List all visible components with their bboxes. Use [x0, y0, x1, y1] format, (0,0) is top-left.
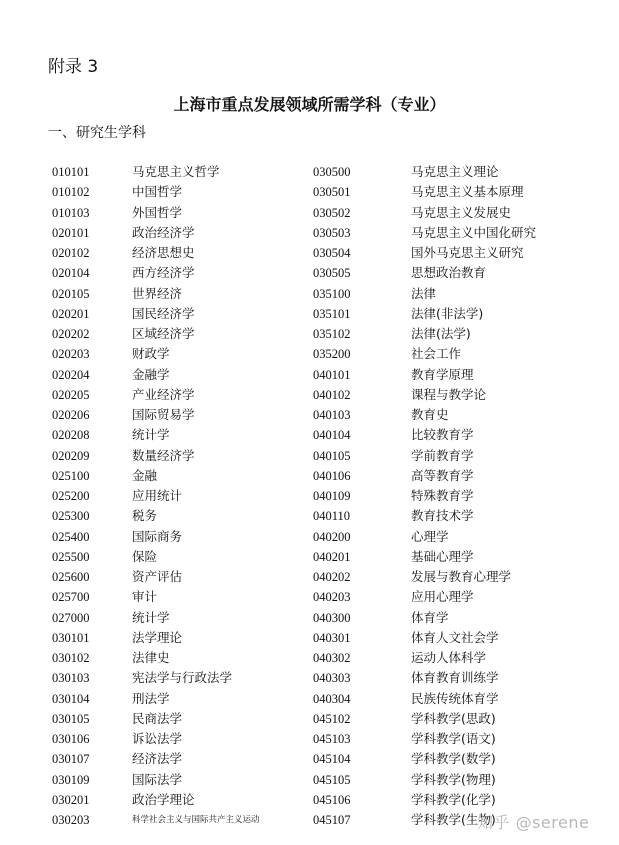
discipline-code: 040301: [313, 630, 351, 645]
discipline-row: [313, 547, 536, 567]
discipline-name: 学科教学(思政): [411, 710, 496, 726]
discipline-name: 金融: [132, 467, 158, 483]
discipline-row: [313, 385, 536, 405]
discipline-row: [52, 162, 260, 182]
discipline-name: 保险: [132, 548, 158, 564]
discipline-row: [52, 668, 260, 688]
discipline-code: 040102: [313, 387, 351, 402]
discipline-name: 马克思主义哲学: [132, 164, 220, 179]
discipline-row: [313, 182, 536, 202]
discipline-code: 020203: [52, 347, 90, 362]
discipline-row: [313, 729, 536, 749]
discipline-name: 政治学理论: [132, 791, 195, 807]
discipline-row: [313, 648, 536, 668]
discipline-name: 教育史: [411, 407, 449, 422]
discipline-code: 040103: [313, 408, 351, 422]
discipline-code: 040105: [313, 448, 351, 463]
discipline-name: 思想政治教育: [411, 265, 487, 281]
discipline-row: [52, 587, 260, 607]
discipline-code: 025100: [52, 468, 90, 483]
discipline-code: 045102: [313, 711, 351, 726]
discipline-code: 025600: [52, 570, 90, 584]
discipline-row: [313, 162, 536, 182]
discipline-row: [52, 365, 260, 385]
discipline-name: 体育人文社会学: [411, 629, 499, 645]
discipline-code: 045105: [313, 772, 351, 787]
discipline-row: [52, 608, 260, 628]
discipline-code: 030502: [313, 205, 351, 220]
discipline-row: [52, 223, 260, 243]
discipline-name: 数量经济学: [132, 447, 195, 463]
discipline-code: 030501: [313, 185, 351, 200]
document-title: 上海市重点发展领域所需学科（专业）: [173, 95, 446, 114]
discipline-row: [52, 203, 260, 223]
discipline-name: 西方经济学: [132, 265, 195, 281]
discipline-row: [52, 729, 260, 749]
discipline-code: 020202: [52, 327, 90, 341]
discipline-name: 马克思主义基本原理: [411, 184, 524, 200]
discipline-code: 025200: [52, 489, 90, 503]
discipline-code: 040101: [313, 367, 351, 382]
discipline-name: 国际贸易学: [132, 407, 195, 422]
discipline-row: [313, 668, 536, 688]
discipline-code: 030103: [52, 671, 90, 686]
left-discipline-column: [52, 162, 260, 830]
discipline-row: [52, 486, 260, 506]
discipline-name: 宪法学与行政法学: [132, 670, 233, 686]
discipline-row: [52, 182, 260, 202]
discipline-name: 世界经济: [132, 285, 183, 301]
section-heading: 一、研究生学科: [48, 125, 146, 141]
discipline-code: 040200: [313, 529, 351, 544]
discipline-name: 中国哲学: [132, 184, 183, 200]
discipline-code: 020105: [52, 286, 90, 301]
discipline-name: 产业经济学: [132, 386, 195, 402]
discipline-row: [52, 243, 260, 263]
discipline-name: 统计学: [132, 427, 170, 443]
discipline-code: 030102: [52, 651, 90, 665]
discipline-row: [313, 506, 536, 526]
discipline-code: 040304: [313, 691, 351, 706]
discipline-row: [313, 749, 536, 769]
discipline-code: 030203: [52, 813, 90, 827]
discipline-row: [52, 324, 260, 344]
discipline-name: 政治经济学: [132, 224, 195, 240]
discipline-name: 金融学: [132, 366, 170, 382]
discipline-code: 040203: [313, 590, 351, 605]
discipline-row: [313, 223, 536, 243]
discipline-row: [313, 587, 536, 607]
discipline-code: 020209: [52, 448, 90, 463]
discipline-name: 教育学原理: [411, 366, 474, 382]
discipline-row: [52, 466, 260, 486]
discipline-code: 030500: [313, 165, 351, 179]
discipline-name: 心理学: [411, 528, 449, 544]
discipline-name: 税务: [132, 508, 158, 524]
discipline-name: 经济思想史: [132, 245, 195, 260]
discipline-code: 010103: [52, 205, 90, 220]
discipline-code: 020205: [52, 387, 90, 402]
discipline-code: 030504: [313, 246, 351, 260]
discipline-code: 040302: [313, 651, 351, 665]
discipline-code: 030109: [52, 772, 90, 787]
discipline-name: 学前教育学: [411, 447, 474, 463]
discipline-code: 045104: [313, 752, 351, 767]
discipline-row: [313, 628, 536, 648]
discipline-name: 体育教育训练学: [411, 670, 499, 686]
discipline-name: 统计学: [132, 609, 170, 625]
discipline-name: 学科教学(数学): [411, 751, 496, 767]
discipline-row: [52, 446, 260, 466]
discipline-row: [52, 263, 260, 283]
discipline-name: 应用统计: [132, 488, 183, 503]
discipline-code: 020102: [52, 246, 90, 260]
discipline-name: 区域经济学: [132, 326, 195, 341]
discipline-name: 民族传统体育学: [411, 690, 499, 706]
discipline-row: [313, 243, 536, 263]
discipline-row: [313, 344, 536, 364]
discipline-name: 学科教学(生物): [411, 812, 496, 827]
discipline-name: 教育技术学: [411, 508, 474, 524]
discipline-row: [52, 648, 260, 668]
discipline-code: 030106: [52, 732, 90, 746]
discipline-name: 法律史: [132, 650, 170, 665]
discipline-code: 040110: [313, 509, 351, 524]
discipline-row: [52, 709, 260, 729]
appendix-label: 附录 3: [48, 57, 99, 77]
discipline-row: [52, 344, 260, 364]
discipline-name: 法律(法学): [411, 326, 471, 341]
discipline-code: 010102: [52, 185, 90, 200]
discipline-name: 国际商务: [132, 528, 183, 544]
discipline-row: [52, 810, 260, 830]
discipline-name: 诉讼法学: [132, 731, 183, 746]
discipline-row: [52, 284, 260, 304]
discipline-code: 020208: [52, 428, 90, 443]
discipline-row: [313, 790, 536, 810]
discipline-code: 020104: [52, 266, 90, 281]
discipline-name: 发展与教育心理学: [411, 569, 512, 584]
discipline-row: [313, 284, 536, 304]
discipline-name: 应用心理学: [411, 589, 474, 605]
discipline-name: 课程与教学论: [411, 386, 487, 402]
discipline-row: [313, 770, 536, 790]
discipline-code: 040303: [313, 671, 351, 686]
discipline-code: 040106: [313, 468, 351, 483]
discipline-name: 国外马克思主义研究: [411, 245, 524, 260]
discipline-name: 国民经济学: [132, 305, 195, 321]
discipline-row: [52, 506, 260, 526]
discipline-name: 法学理论: [132, 629, 183, 645]
discipline-code: 035102: [313, 327, 351, 341]
discipline-name: 经济法学: [132, 751, 183, 767]
discipline-code: 030503: [313, 225, 351, 240]
discipline-name: 社会工作: [411, 346, 462, 362]
discipline-row: [313, 709, 536, 729]
discipline-name: 学科教学(语文): [411, 731, 496, 746]
discipline-row: [313, 263, 536, 283]
discipline-row: [52, 385, 260, 405]
discipline-code: 040202: [313, 570, 351, 584]
discipline-name: 外国哲学: [132, 204, 183, 220]
discipline-row: [52, 425, 260, 445]
discipline-name: 审计: [132, 589, 158, 605]
discipline-name: 马克思主义发展史: [411, 204, 512, 220]
discipline-code: 010101: [52, 165, 90, 179]
discipline-row: [313, 405, 536, 425]
discipline-name: 学科教学(化学): [411, 791, 496, 807]
discipline-code: 030201: [52, 792, 90, 807]
discipline-code: 025500: [52, 549, 90, 564]
discipline-row: [52, 304, 260, 324]
discipline-code: 025300: [52, 509, 90, 524]
discipline-row: [313, 486, 536, 506]
discipline-name: 运动人体科学: [411, 650, 487, 665]
discipline-code: 040300: [313, 610, 351, 625]
discipline-row: [313, 324, 536, 344]
discipline-name: 法律: [411, 285, 437, 301]
discipline-name: 马克思主义中国化研究: [411, 224, 537, 240]
discipline-row: [52, 628, 260, 648]
discipline-row: [313, 425, 536, 445]
discipline-code: 030505: [313, 266, 351, 281]
discipline-row: [52, 770, 260, 790]
discipline-name: 特殊教育学: [411, 488, 474, 503]
discipline-code: 035200: [313, 347, 351, 362]
discipline-code: 020201: [52, 306, 90, 321]
discipline-name: 高等教育学: [411, 467, 474, 483]
discipline-row: [52, 790, 260, 810]
discipline-name: 基础心理学: [411, 548, 474, 564]
discipline-code: 027000: [52, 610, 90, 625]
discipline-code: 030105: [52, 711, 90, 726]
discipline-row: [52, 567, 260, 587]
discipline-name: 民商法学: [132, 710, 183, 726]
discipline-row: [313, 304, 536, 324]
discipline-name: 国际法学: [132, 771, 183, 787]
discipline-code: 030101: [52, 630, 90, 645]
discipline-row: [52, 527, 260, 547]
discipline-name: 刑法学: [132, 690, 170, 706]
right-discipline-column: [313, 162, 536, 830]
discipline-row: [52, 547, 260, 567]
discipline-code: 020206: [52, 408, 90, 422]
discipline-name: 比较教育学: [411, 427, 474, 443]
discipline-code: 035100: [313, 286, 351, 301]
discipline-row: [52, 749, 260, 769]
discipline-name: 马克思主义理论: [411, 164, 499, 179]
discipline-code: 030104: [52, 691, 90, 706]
discipline-code: 020204: [52, 367, 90, 382]
zhihu-watermark: 知乎 @serene: [477, 813, 590, 832]
discipline-code: 045103: [313, 732, 351, 746]
discipline-name: 资产评估: [132, 569, 183, 584]
discipline-code: 030107: [52, 752, 90, 767]
discipline-code: 025700: [52, 590, 90, 605]
discipline-row: [313, 203, 536, 223]
discipline-row: [313, 527, 536, 547]
discipline-row: [52, 689, 260, 709]
discipline-row: [313, 689, 536, 709]
discipline-code: 035101: [313, 306, 351, 321]
discipline-row: [313, 567, 536, 587]
discipline-row: [313, 608, 536, 628]
discipline-name: 法律(非法学): [411, 305, 484, 321]
discipline-code: 045106: [313, 792, 351, 807]
discipline-code: 020101: [52, 225, 90, 240]
discipline-row: [52, 405, 260, 425]
discipline-code: 025400: [52, 529, 90, 544]
discipline-code: 040201: [313, 549, 351, 564]
discipline-name: 科学社会主义与国际共产主义运动: [132, 815, 260, 825]
discipline-name: 体育学: [411, 609, 449, 625]
discipline-row: [313, 466, 536, 486]
discipline-row: [313, 446, 536, 466]
discipline-code: 040104: [313, 428, 351, 443]
discipline-row: [313, 365, 536, 385]
discipline-name: 学科教学(物理): [411, 771, 496, 787]
discipline-code: 040109: [313, 489, 351, 503]
discipline-code: 045107: [313, 813, 351, 827]
discipline-name: 财政学: [132, 346, 170, 362]
